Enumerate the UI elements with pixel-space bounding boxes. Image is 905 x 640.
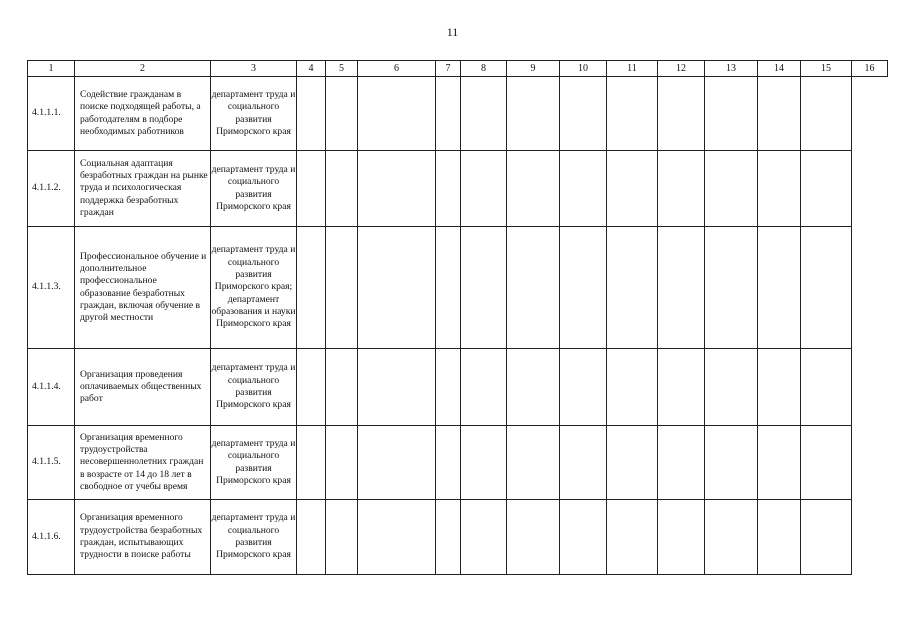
row-responsible: департамент труда и социального развития Приморского края bbox=[211, 151, 297, 227]
empty-cell bbox=[758, 500, 801, 575]
empty-cell bbox=[461, 500, 507, 575]
empty-cell bbox=[436, 500, 461, 575]
table-row bbox=[28, 77, 888, 151]
empty-cell bbox=[758, 349, 801, 426]
empty-cell bbox=[560, 349, 607, 426]
empty-cell bbox=[658, 151, 705, 227]
empty-cell bbox=[801, 500, 852, 575]
column-header: 12 bbox=[658, 61, 705, 77]
empty-cell bbox=[560, 77, 607, 151]
empty-cell bbox=[326, 151, 358, 227]
row-number: 4.1.1.4. bbox=[28, 349, 75, 426]
empty-cell bbox=[801, 426, 852, 500]
empty-cell bbox=[436, 227, 461, 349]
empty-cell bbox=[461, 77, 507, 151]
empty-cell bbox=[658, 227, 705, 349]
row-activity-name: Содействие гражданам в поиске подходящей работы, а работодателям в подборе необходимых работников bbox=[75, 77, 211, 151]
empty-cell bbox=[461, 227, 507, 349]
empty-cell bbox=[607, 77, 658, 151]
empty-cell bbox=[461, 426, 507, 500]
empty-cell bbox=[758, 151, 801, 227]
empty-cell bbox=[801, 77, 852, 151]
table-row bbox=[28, 151, 888, 227]
empty-cell bbox=[326, 426, 358, 500]
empty-cell bbox=[607, 349, 658, 426]
empty-cell bbox=[358, 349, 436, 426]
empty-cell bbox=[758, 426, 801, 500]
row-responsible: департамент труда и социального развития Приморского края; департамент образования и науки Приморского края bbox=[211, 227, 297, 349]
empty-cell bbox=[358, 426, 436, 500]
row-activity-name: Организация временного трудоустройства безработных граждан, испытывающих трудности в поиске работы bbox=[75, 500, 211, 575]
empty-cell bbox=[326, 349, 358, 426]
empty-cell bbox=[297, 500, 326, 575]
row-responsible: департамент труда и социального развития Приморского края bbox=[211, 77, 297, 151]
empty-cell bbox=[507, 77, 560, 151]
table-row bbox=[28, 500, 888, 575]
empty-cell bbox=[801, 227, 852, 349]
empty-cell bbox=[705, 151, 758, 227]
empty-cell bbox=[607, 426, 658, 500]
empty-cell bbox=[507, 227, 560, 349]
empty-cell bbox=[326, 500, 358, 575]
empty-cell bbox=[658, 349, 705, 426]
table-row bbox=[28, 227, 888, 349]
row-responsible: департамент труда и социального развития Приморского края bbox=[211, 426, 297, 500]
column-header: 10 bbox=[560, 61, 607, 77]
empty-cell bbox=[436, 77, 461, 151]
column-header: 16 bbox=[852, 61, 888, 77]
empty-cell bbox=[758, 227, 801, 349]
program-table bbox=[27, 60, 888, 575]
column-header: 8 bbox=[461, 61, 507, 77]
column-header: 14 bbox=[758, 61, 801, 77]
empty-cell bbox=[297, 77, 326, 151]
table-row bbox=[28, 349, 888, 426]
row-activity-name: Организация проведения оплачиваемых общественных работ bbox=[75, 349, 211, 426]
empty-cell bbox=[507, 349, 560, 426]
row-responsible: департамент труда и социального развития Приморского края bbox=[211, 349, 297, 426]
empty-cell bbox=[358, 500, 436, 575]
empty-cell bbox=[560, 227, 607, 349]
row-number: 4.1.1.1. bbox=[28, 77, 75, 151]
empty-cell bbox=[705, 227, 758, 349]
empty-cell bbox=[801, 349, 852, 426]
row-number: 4.1.1.2. bbox=[28, 151, 75, 227]
empty-cell bbox=[658, 500, 705, 575]
empty-cell bbox=[560, 426, 607, 500]
column-header: 2 bbox=[75, 61, 211, 77]
row-number: 4.1.1.3. bbox=[28, 227, 75, 349]
row-activity-name: Организация временного трудоустройства несовершеннолетних граждан в возрасте от 14 до 18 лет в свободное от учебы время bbox=[75, 426, 211, 500]
empty-cell bbox=[705, 426, 758, 500]
empty-cell bbox=[358, 151, 436, 227]
empty-cell bbox=[297, 227, 326, 349]
empty-cell bbox=[560, 500, 607, 575]
empty-cell bbox=[326, 77, 358, 151]
row-responsible: департамент труда и социального развития Приморского края bbox=[211, 500, 297, 575]
empty-cell bbox=[297, 151, 326, 227]
row-number: 4.1.1.6. bbox=[28, 500, 75, 575]
column-header: 3 bbox=[211, 61, 297, 77]
empty-cell bbox=[658, 77, 705, 151]
empty-cell bbox=[326, 227, 358, 349]
empty-cell bbox=[461, 349, 507, 426]
column-header: 7 bbox=[436, 61, 461, 77]
empty-cell bbox=[358, 227, 436, 349]
empty-cell bbox=[705, 349, 758, 426]
empty-cell bbox=[507, 151, 560, 227]
column-header: 5 bbox=[326, 61, 358, 77]
column-header: 11 bbox=[607, 61, 658, 77]
column-header: 1 bbox=[28, 61, 75, 77]
empty-cell bbox=[436, 151, 461, 227]
empty-cell bbox=[705, 77, 758, 151]
column-header: 13 bbox=[705, 61, 758, 77]
empty-cell bbox=[436, 349, 461, 426]
column-header: 9 bbox=[507, 61, 560, 77]
empty-cell bbox=[658, 426, 705, 500]
empty-cell bbox=[436, 426, 461, 500]
row-number: 4.1.1.5. bbox=[28, 426, 75, 500]
empty-cell bbox=[705, 500, 758, 575]
column-header: 4 bbox=[297, 61, 326, 77]
header-row bbox=[28, 61, 888, 77]
empty-cell bbox=[607, 500, 658, 575]
empty-cell bbox=[560, 151, 607, 227]
empty-cell bbox=[507, 426, 560, 500]
table-row bbox=[28, 426, 888, 500]
empty-cell bbox=[297, 426, 326, 500]
empty-cell bbox=[507, 500, 560, 575]
empty-cell bbox=[358, 77, 436, 151]
empty-cell bbox=[758, 77, 801, 151]
empty-cell bbox=[607, 151, 658, 227]
page-number: 11 bbox=[446, 25, 459, 39]
column-header: 6 bbox=[358, 61, 436, 77]
empty-cell bbox=[297, 349, 326, 426]
row-activity-name: Профессиональное обучение и дополнительное профессиональное образование безработных граждан, включая обучение в другой местности bbox=[75, 227, 211, 349]
column-header: 15 bbox=[801, 61, 852, 77]
row-activity-name: Социальная адаптация безработных граждан на рынке труда и психологическая поддержка безработных граждан bbox=[75, 151, 211, 227]
empty-cell bbox=[607, 227, 658, 349]
empty-cell bbox=[801, 151, 852, 227]
empty-cell bbox=[461, 151, 507, 227]
